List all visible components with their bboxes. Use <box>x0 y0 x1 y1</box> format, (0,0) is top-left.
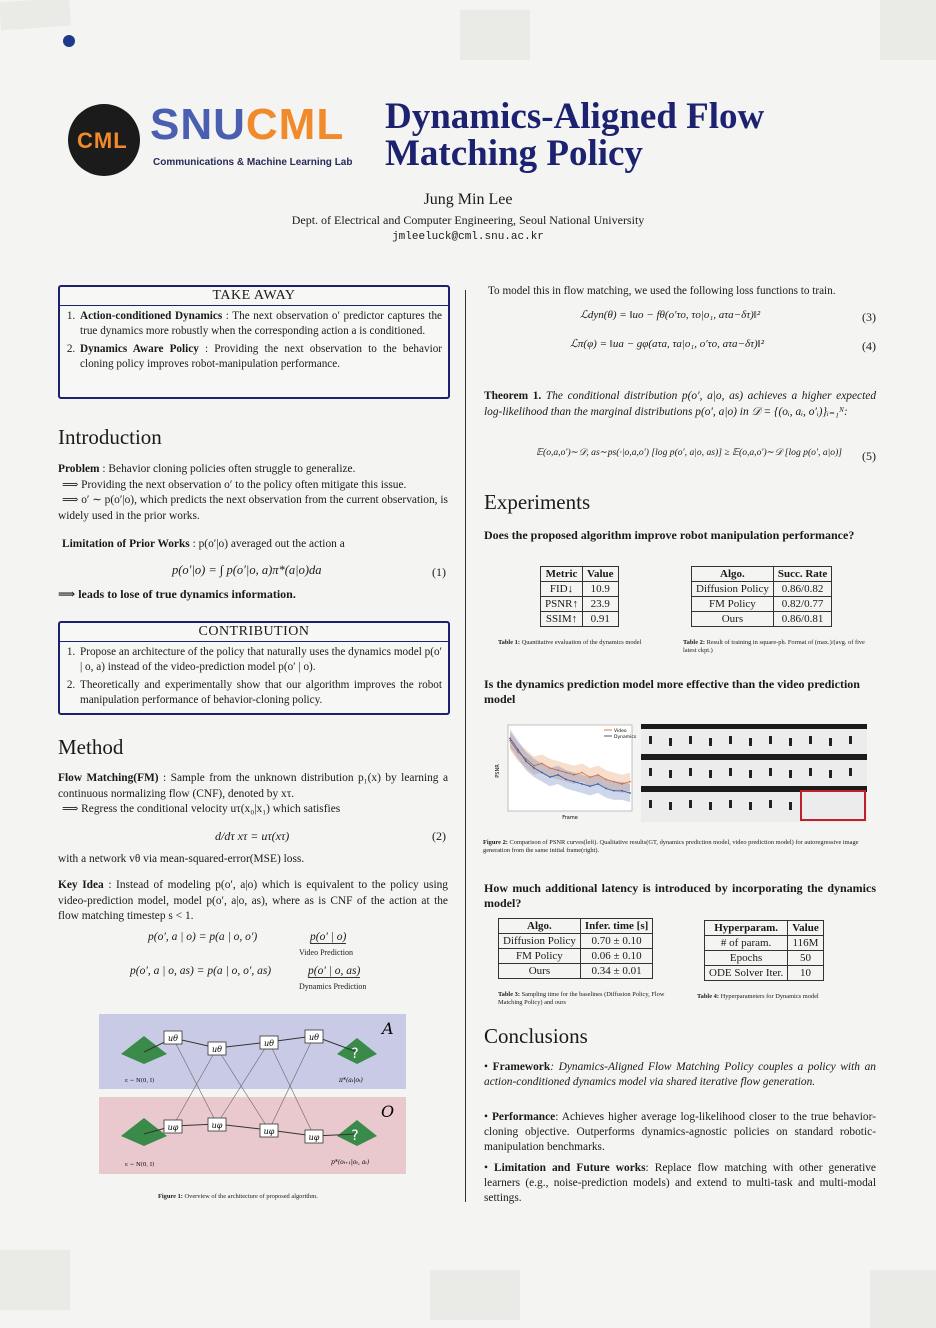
qualitative-grid-svg <box>641 724 867 822</box>
conclusion-item-1: • Framework: Dynamics-Aligned Flow Matching Policy couples a policy with an action-conditioned dynamics model via shared iterative flow generation. <box>484 1061 876 1088</box>
psnr-chart-svg <box>494 721 636 821</box>
t2-r1c1: 0.82/0.77 <box>773 597 832 612</box>
table-3-header <box>499 919 653 934</box>
t4-r2c0: ODE Solver Iter. <box>705 966 788 981</box>
conclusion-item-3: • Limitation and Future works: Replace flow matching with other generative learners (e.g., noise-prediction models) and extend to multi-task and multi-modal settings. <box>484 1162 876 1204</box>
grid-background <box>641 724 867 822</box>
lab-logo-mark: CML <box>77 128 128 153</box>
t3-r0c0: Diffusion Policy <box>499 934 581 949</box>
takeaway-box <box>58 285 450 399</box>
point-dynamics-7 <box>565 778 567 780</box>
equation-video-term: p(o′ | o) <box>310 931 347 943</box>
lab-subtitle: Communications & Machine Learning Lab <box>153 157 353 168</box>
question-1: Does the proposed algorithm improve robot manipulation performance? <box>484 528 855 542</box>
corner-dot <box>63 35 75 47</box>
t3-r0c1: 0.70 ± 0.10 <box>580 934 652 949</box>
tape-bottom-left <box>0 1250 70 1310</box>
affiliation: Dept. of Electrical and Computer Engineering, Seoul National University <box>291 213 645 227</box>
theorem-1 <box>484 389 876 420</box>
takeaway-item-1-head: Action-conditioned Dynamics <box>80 310 223 322</box>
table-row <box>692 582 832 597</box>
unknown-obs-glyph: ? <box>351 1128 359 1144</box>
intro-problem <box>58 462 448 524</box>
takeaway-item-2-head: Dynamics Aware Policy <box>80 343 199 355</box>
table-row <box>705 951 824 966</box>
table-4-header <box>705 921 824 936</box>
author: Jung Min Lee <box>423 191 513 208</box>
table-4 <box>704 920 824 981</box>
point-dynamics-15 <box>629 792 631 794</box>
t3-r1c1: 0.06 ± 0.10 <box>580 949 652 964</box>
conclusions-heading: Conclusions <box>484 1024 588 1048</box>
contribution-box <box>58 621 450 715</box>
equation-3: ℒdyn(θ) = ‖uo − fθ(o′τo, τo|o₁, aτa−δτ)‖² <box>580 309 761 321</box>
table-row <box>499 934 653 949</box>
t3-h1: Infer. time [s] <box>580 919 652 934</box>
table-row <box>541 582 619 597</box>
point-dynamics-5 <box>549 776 551 778</box>
t4-r2c1: 10 <box>788 966 824 981</box>
key-idea-para <box>58 878 448 925</box>
t2-h0: Algo. <box>692 567 774 582</box>
t2-r2c1: 0.86/0.81 <box>773 612 832 627</box>
takeaway-item-2 <box>78 342 442 372</box>
c1-text: : Dynamics-Aligned Flow Matching Policy couples a policy with an action-conditioned dynamics model via shared iterative flow generation. <box>484 1061 876 1088</box>
table-3-caption-text: Sampling time for the baselines (Diffusion Policy, Flow Matching Policy) and ours <box>498 991 665 1006</box>
equation-1: p(o′|o) = ∫ p(o′|o, a)π*(a|o)da <box>172 563 322 577</box>
contribution-item-1: 1. Propose an architecture of the policy that naturally uses the dynamics model p(o′ | o, a) instead of the video-prediction model p(o′ | o). <box>78 645 442 675</box>
column-divider <box>465 290 466 1202</box>
c2-text: : Achieves higher average log-likelihood closer to the true behavior-cloning objective. Outperforms dynamics-agnostic policies on standard robotic-manipulation benchmarks. <box>484 1111 876 1153</box>
fm-text: : Sample from the unknown distribution p₁(x) by learning a continuous normalizing flow (CNF), denoted by xτ. <box>58 772 448 800</box>
table-row <box>541 597 619 612</box>
dynamics-target-label: p*(oₜ₊₁|oₜ, aₜ) <box>331 1159 370 1166</box>
table-row <box>541 612 619 627</box>
t1-r2c0: SSIM↑ <box>541 612 583 627</box>
t2-h1: Succ. Rate <box>773 567 832 582</box>
equation-5-number: (5) <box>862 449 876 463</box>
table-row <box>499 964 653 979</box>
chart-xlabel: Frame <box>562 815 578 821</box>
t1-h1: Value <box>583 567 619 582</box>
table-4-caption-text: Hyperparameters for Dynamics model <box>720 993 819 1000</box>
t3-r2c1: 0.34 ± 0.01 <box>580 964 652 979</box>
t1-r1c1: 23.9 <box>583 597 619 612</box>
t3-r1c0: FM Policy <box>499 949 581 964</box>
title-line-1: Dynamics-Aligned Flow <box>385 96 765 137</box>
point-dynamics-1 <box>517 749 519 751</box>
point-dynamics-11 <box>597 783 599 785</box>
problem-arrow-2: ⟹ o′ ∼ p(o′|o), which predicts the next observation from the current observation, is widely used in the prior works. <box>58 494 448 522</box>
c3-text: : Replace flow matching with other generative learners (e.g., noise-prediction models) and extend to multi-task and multi-modal settings. <box>484 1162 876 1204</box>
problem-arrow-1: ⟹ Providing the next observation o′ to the policy often mitigate this issue. <box>62 478 407 491</box>
figure-2-caption <box>483 839 875 855</box>
point-dynamics-12 <box>605 788 607 790</box>
point-dynamics-3 <box>533 767 535 769</box>
c2-head: Performance <box>491 1111 556 1123</box>
node-top-3-label: uθ <box>264 1039 274 1048</box>
fig1-caption-head: Figure 1: <box>158 1193 183 1200</box>
policy-target-label: π*(aₜ|oₜ) <box>339 1077 363 1084</box>
theorem-head: Theorem 1. <box>484 390 542 402</box>
intro-heading: Introduction <box>58 425 162 449</box>
flow-matching-para <box>58 771 448 818</box>
takeaway-title: TAKE AWAY <box>60 287 448 306</box>
policy-label: A <box>382 1019 394 1038</box>
table-2 <box>691 566 832 627</box>
table-1-caption-text: Quantitative evaluation of the dynamics model <box>521 639 642 646</box>
table-row <box>705 936 824 951</box>
loss-intro: To model this in flow matching, we used the following loss functions to train. <box>488 285 836 297</box>
table-1 <box>540 566 619 627</box>
node-top-4-label: uθ <box>309 1033 319 1042</box>
t4-r1c0: Epochs <box>705 951 788 966</box>
equation-5: 𝔼(o,a,o′)∼𝒟, as∼ps(·|o,a,o′) [log p(o′, a|o, as)] ≥ 𝔼(o,a,o′)∼𝒟 [log p(o′, a|o)] <box>536 447 843 458</box>
legend-dynamics-label: Dynamics <box>614 735 636 740</box>
method-heading: Method <box>58 735 124 759</box>
equation-1-number: (1) <box>432 565 446 579</box>
node-bottom-4-label: uφ <box>308 1133 320 1142</box>
equation-video-label: Video Prediction <box>299 948 353 957</box>
t2-r0c1: 0.86/0.82 <box>773 582 832 597</box>
figure-2-psnr-chart <box>494 721 636 821</box>
t4-h1: Value <box>788 921 824 936</box>
fig1-caption-text: Overview of the architecture of proposed algorithm. <box>184 1193 318 1200</box>
chart-ylabel: PSNR <box>495 764 501 778</box>
tape-bottom-mid <box>430 1270 520 1320</box>
lab-wordmark <box>150 100 344 150</box>
point-dynamics-0 <box>509 737 511 739</box>
t2-r1c0: FM Policy <box>692 597 774 612</box>
fig2-caption-text: Comparison of PSNR curves(left). Qualitative results(GT, dynamics prediction model, video prediction model) for autoregressive image generation from the same initial frame(right). <box>483 839 859 854</box>
t3-r2c0: Ours <box>499 964 581 979</box>
question-2: Is the dynamics prediction model more effective than the video prediction model <box>484 677 860 706</box>
table-row <box>692 597 832 612</box>
figure-1-architecture <box>99 1014 406 1174</box>
tape-top-left <box>0 0 71 30</box>
point-video-9 <box>581 772 583 774</box>
node-top-1-label: uθ <box>168 1034 178 1043</box>
point-dynamics-9 <box>581 783 583 785</box>
equation-4-number: (4) <box>862 339 876 353</box>
figure-1-svg <box>99 1014 406 1174</box>
point-video-15 <box>629 781 631 783</box>
t4-r0c1: 116M <box>788 936 824 951</box>
t1-r2c1: 0.91 <box>583 612 619 627</box>
equation-dynamics: p(o′, a | o, as) = p(a | o, o′, as) <box>130 965 272 977</box>
fm-tail: with a network vθ via mean-squared-error(MSE) loss. <box>58 853 305 865</box>
email: jmleeluck@cml.snu.ac.kr <box>392 231 544 243</box>
theorem-text: The conditional distribution p(o′, a|o, as) achieves a higher expected log-likelihood than the marginal distributions p(o′, a|o) in 𝒟 = {(oᵢ, aᵢ, o′ᵢ)}ᵢ₌₁ᴺ: <box>484 390 877 418</box>
table-3-caption <box>498 991 678 1007</box>
t4-r1c1: 50 <box>788 951 824 966</box>
table-row <box>705 966 824 981</box>
tape-top-mid <box>460 10 530 60</box>
t2-r2c0: Ours <box>692 612 774 627</box>
t1-h0: Metric <box>541 567 583 582</box>
key-idea-text: : Instead of modeling p(o′, a|o) which is equivalent to the policy using video-prediction model, model p(o′, a|o, as), where as is CNF of the action at the flow matching timestep s < 1. <box>58 879 448 922</box>
table-row <box>692 612 832 627</box>
figure-1-caption <box>158 1193 418 1201</box>
table-row <box>499 949 653 964</box>
takeaway-item-2-text: : Providing the next observation to the behavior cloning policy improves robot-manipulation performance. <box>80 343 443 370</box>
table-2-caption <box>683 639 868 655</box>
problem-head: Problem <box>58 463 100 475</box>
t3-h0: Algo. <box>499 919 581 934</box>
poster-title <box>385 98 905 172</box>
legend-video-label: Video <box>614 729 627 734</box>
figure-2-qualitative-grid <box>641 724 867 822</box>
point-dynamics-6 <box>557 774 559 776</box>
t1-r0c1: 10.9 <box>583 582 619 597</box>
node-bottom-1-label: uφ <box>167 1123 179 1132</box>
dynamics-label: O <box>381 1102 395 1121</box>
point-dynamics-2 <box>525 760 527 762</box>
conclusion-item-2: • Performance: Achieves higher average log-likelihood closer to the true behavior-cloning objective. Outperforms dynamics-agnostic policies on standard robotic-manipulation benchmarks. <box>484 1111 876 1153</box>
c1-head: Framework <box>492 1061 551 1073</box>
takeaway-item-1-text: : The next observation o′ predictor captures the true dynamics more robustly when the corresponding action a is conditioned. <box>80 310 443 337</box>
table-2-header <box>692 567 832 582</box>
limit-text: : p(o′|o) averaged out the action a <box>192 538 345 550</box>
equation-dynamics-label: Dynamics Prediction <box>299 982 367 991</box>
point-dynamics-10 <box>589 785 591 787</box>
point-dynamics-13 <box>613 790 615 792</box>
t4-r0c0: # of param. <box>705 936 788 951</box>
table-3 <box>498 918 653 979</box>
intro-conclusion: ⟹ leads to lose of true dynamics information. <box>58 587 296 601</box>
point-dynamics-14 <box>621 790 623 792</box>
table-4-caption-head: Table 4: <box>697 993 719 1000</box>
table-1-caption <box>498 639 678 647</box>
noise-label-top: ε ∼ N(0, I) <box>125 1078 155 1084</box>
t1-r0c0: FID↓ <box>541 582 583 597</box>
contribution-item-2: 2. Theoretically and experimentally show that our algorithm improves the robot manipulation performance of behavior-cloning policy. <box>78 678 442 708</box>
table-2-caption-head: Table 2: <box>683 639 705 646</box>
node-bottom-2-label: uφ <box>211 1121 223 1130</box>
t2-r0c0: Diffusion Policy <box>692 582 774 597</box>
point-dynamics-4 <box>541 772 543 774</box>
noise-label-bottom: ε ∼ N(0, I) <box>125 1162 155 1168</box>
node-top-2-label: uθ <box>212 1045 222 1054</box>
table-1-caption-head: Table 1: <box>498 639 520 646</box>
unknown-action-glyph: ? <box>351 1046 359 1062</box>
fm-head: Flow Matching(FM) <box>58 772 159 784</box>
t4-h0: Hyperparam. <box>705 921 788 936</box>
intro-limit <box>62 537 448 553</box>
node-bottom-3-label: uφ <box>263 1127 275 1136</box>
grid-row-1-bar <box>641 724 867 729</box>
fig2-caption-head: Figure 2: <box>483 839 508 846</box>
question-3: How much additional latency is introduced by incorporating the dynamics model? <box>484 881 876 910</box>
equation-video: p(o′, a | o) = p(a | o, o′) <box>148 931 258 943</box>
t1-r1c0: PSNR↑ <box>541 597 583 612</box>
equation-2: d/dτ xτ = uτ(xτ) <box>215 829 290 843</box>
table-1-header <box>541 567 619 582</box>
equation-dynamics-term: p(o′ | o, as) <box>308 965 361 977</box>
wordmark-snu: SNU <box>150 100 246 149</box>
key-idea-head: Key Idea <box>58 879 104 891</box>
limit-head: Limitation of Prior Works <box>62 538 190 550</box>
fm-arrow: ⟹ Regress the conditional velocity uτ(x₀|x₁) which satisfies <box>62 803 341 815</box>
title-line-2: Matching Policy <box>385 133 643 174</box>
table-3-caption-head: Table 3: <box>498 991 520 998</box>
table-4-caption <box>697 993 872 1001</box>
wordmark-cml: CML <box>245 100 345 149</box>
experiments-heading: Experiments <box>484 490 591 514</box>
c3-head: Limitation and Future works <box>494 1162 646 1174</box>
problem-text: : Behavior cloning policies often struggle to generalize. <box>102 463 356 475</box>
table-2-caption-text: Result of training in square-ph. Format of (max.)/(avg. of five latest ckpt.) <box>683 639 865 654</box>
equation-4: ℒπ(φ) = ‖ua − gφ(aτa, τa|o₁, o′τo, aτa−δτ)‖² <box>570 338 765 350</box>
equation-3-number: (3) <box>862 310 876 324</box>
tape-top-right <box>880 0 936 60</box>
takeaway-item-1 <box>78 309 442 339</box>
tape-bottom-right <box>870 1270 936 1328</box>
equation-2-number: (2) <box>432 829 446 843</box>
point-dynamics-8 <box>573 781 575 783</box>
contribution-title: CONTRIBUTION <box>60 623 448 642</box>
grid-row-2-bar <box>641 754 867 760</box>
